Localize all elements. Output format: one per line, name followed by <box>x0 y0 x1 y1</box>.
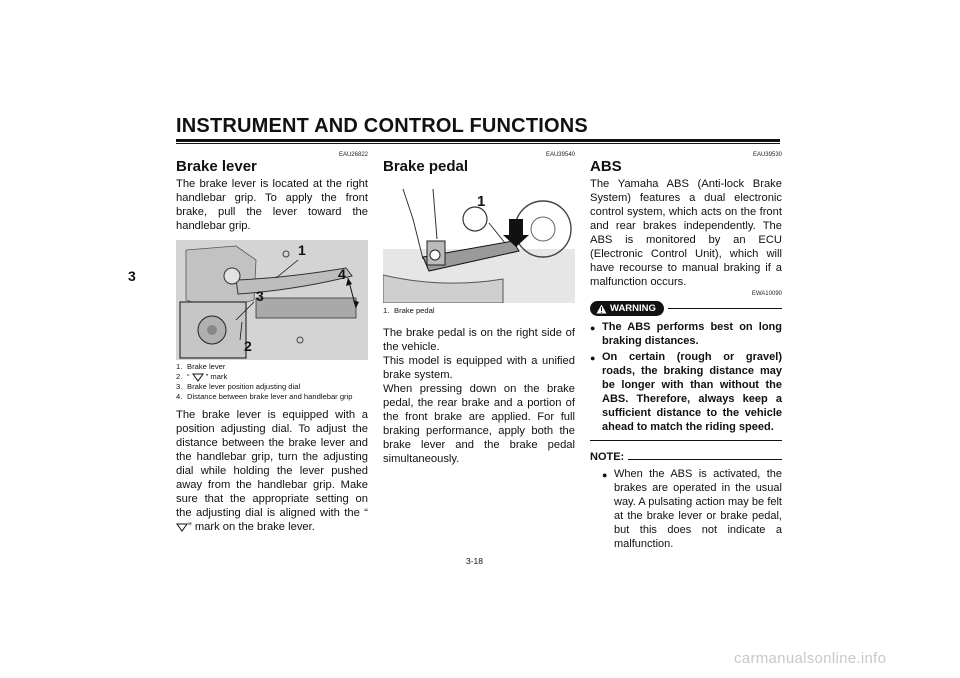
warning-rule <box>668 308 782 309</box>
brake-lever-illustration <box>176 240 368 360</box>
page-title: INSTRUMENT AND CONTROL FUNCTIONS <box>176 115 588 137</box>
brake-pedal-body-3: When pressing down on the brake pedal, the rear brake and a portion of the front brake are applied. For full braking performance, apply both the brake lever and the brake pedal simultaneously. <box>383 383 575 465</box>
note-header <box>590 451 782 463</box>
header-rule <box>176 139 780 142</box>
brake-pedal-figure <box>383 179 575 303</box>
warning-item: ● On certain (rough or gravel) roads, the braking distance may be longer with than without the ABS. Therefore, always keep a sufficient distance to the vehicle ahead to match the riding speed. <box>590 351 782 433</box>
figure-callout-1: 1 <box>298 242 306 258</box>
section-code: EAU26822 <box>338 152 368 158</box>
figure-callout-1: 1 <box>477 193 486 210</box>
note-label: NOTE: <box>590 451 625 463</box>
caption-item: 1. Brake lever <box>176 362 226 371</box>
brake-pedal-body: The brake pedal is on the right side of the vehicle. <box>383 327 575 353</box>
warning-triangle-icon <box>596 304 607 314</box>
caption-item: 3. Brake lever position adjusting dial <box>176 382 301 391</box>
bullet-icon: ● <box>590 323 596 333</box>
chapter-tab-number: 3 <box>128 268 136 284</box>
brake-lever-intro: The brake lever is located at the right handlebar grip. To apply the front brake, pull the lever toward the handlebar grip. <box>176 178 368 232</box>
section-code: EAU39530 <box>752 152 782 158</box>
note-rule <box>628 459 782 460</box>
triangle-mark-icon <box>176 523 188 532</box>
caption-item: 1. Brake pedal <box>383 306 435 315</box>
bullet-icon: ● <box>590 353 596 363</box>
brake-lever-adjust-text: The brake lever is equipped with a position adjusting dial. To adjust the distance between the brake lever and the handlebar grip, turn the adjusting dial while holding the lever pushed away from the handlebar grip. Make sure that the appropriate setting on the adjusting dial is aligned with the “” mark on the brake lever. <box>176 409 368 533</box>
brake-lever-captions <box>176 362 368 402</box>
figure-callout-2: 2 <box>244 338 252 354</box>
section-heading: ABS <box>590 158 622 175</box>
brake-lever-figure <box>176 240 368 360</box>
warning-header <box>590 301 782 316</box>
section-heading: Brake pedal <box>383 158 469 175</box>
section-heading: Brake lever <box>176 158 257 175</box>
abs-body: The Yamaha ABS (Anti-lock Brake System) features a dual electronic control system, which acts on the front and rear brakes independently. The ABS is monitored by an ECU (Electronic Control Unit), which will have recourse to manual braking if a malfunction occurs. <box>590 178 782 288</box>
caption-item: 2. “ ” mark <box>176 372 228 381</box>
warning-badge: WARNING <box>590 301 664 316</box>
brake-pedal-section <box>383 152 575 466</box>
page-number: 3-18 <box>466 556 484 566</box>
note-item: ● When the ABS is activated, the brakes are operated in the usual way. A pulsating action may be felt at the brake lever or brake pedal, but this does not indicate a malfunction. <box>602 468 782 550</box>
watermark: carmanualsonline.info <box>734 650 887 667</box>
section-code: EAU39540 <box>545 152 575 158</box>
warning-end-rule <box>590 440 782 441</box>
warning-item: ● The ABS performs best on long braking distances. <box>590 321 782 347</box>
warning-code: EWA10090 <box>751 291 782 297</box>
figure-callout-4: 4 <box>338 266 346 282</box>
figure-callout-3: 3 <box>256 288 264 304</box>
header-rule-thin <box>176 143 780 144</box>
bullet-icon: ● <box>602 470 608 480</box>
brake-pedal-body-2: This model is equipped with a unified brake system. <box>383 355 575 381</box>
brake-lever-section <box>176 152 368 534</box>
triangle-mark-icon <box>192 373 204 382</box>
caption-item: 4. Distance between brake lever and handlebar grip <box>176 392 353 401</box>
abs-section <box>590 152 782 551</box>
warning-list <box>590 320 782 434</box>
